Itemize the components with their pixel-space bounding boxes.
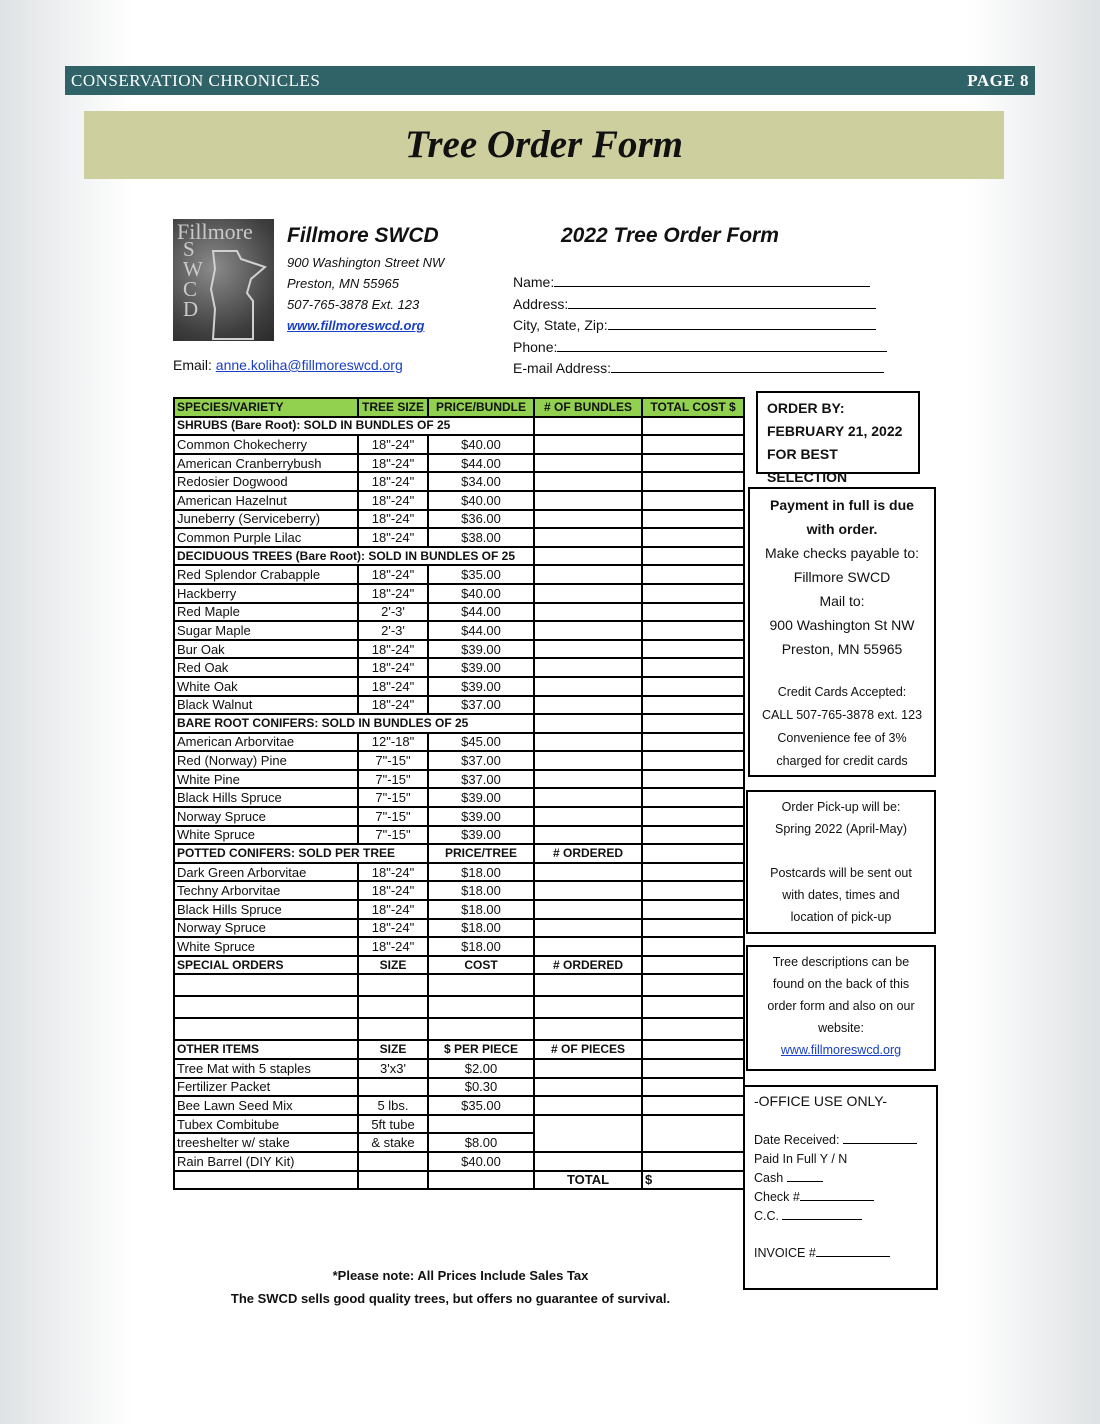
total-cell[interactable] [642, 937, 744, 956]
table-row [174, 621, 744, 640]
potted-price-header: PRICE/TREE [428, 844, 534, 863]
item-name: Techny Arborvitae [174, 881, 358, 900]
cash-field[interactable] [787, 1181, 823, 1182]
item-size: 12"-18" [358, 733, 428, 752]
date-received-field[interactable] [843, 1143, 917, 1144]
item-size: 3'x3' [358, 1059, 428, 1078]
item-price: $40.00 [428, 584, 534, 603]
item-price: $44.00 [428, 603, 534, 622]
total-cell[interactable] [642, 696, 744, 715]
quantity-cell[interactable] [534, 770, 642, 789]
quantity-cell[interactable] [534, 658, 642, 677]
item-name: Bur Oak [174, 640, 358, 659]
item-size: & stake [358, 1133, 428, 1152]
total-cell[interactable] [642, 751, 744, 770]
total-cell[interactable] [642, 491, 744, 510]
item-size: 18"-24" [358, 937, 428, 956]
item-size: 18"-24" [358, 696, 428, 715]
grand-total-field[interactable]: $ [642, 1171, 744, 1190]
item-size: 7"-15" [358, 751, 428, 770]
quantity-cell[interactable] [534, 454, 642, 473]
item-name: Tree Mat with 5 staples [174, 1059, 358, 1078]
quantity-cell[interactable] [534, 1152, 642, 1171]
email-label: Email: [173, 357, 212, 373]
org-city: Preston, MN 55965 [287, 276, 400, 291]
section-row [174, 1040, 744, 1059]
item-size: 18"-24" [358, 435, 428, 454]
total-cell[interactable] [642, 658, 744, 677]
total-cell[interactable] [642, 733, 744, 752]
phone-label: Phone: [513, 338, 558, 355]
section-row [174, 956, 744, 975]
conifers-rows [174, 733, 744, 845]
table-row [174, 919, 744, 938]
quantity-cell[interactable] [534, 528, 642, 547]
conifers-section-title: BARE ROOT CONIFERS: SOLD IN BUNDLES OF 25 [174, 714, 534, 733]
item-price: $40.00 [428, 491, 534, 510]
item-size: 18"-24" [358, 640, 428, 659]
col-price-bundle: PRICE/BUNDLE [428, 398, 534, 417]
item-name: Rain Barrel (DIY Kit) [174, 1152, 358, 1171]
descriptions-box: Tree descriptions can be found on the back of this order form and also on our website: www.fillmoreswcd.org [746, 945, 936, 1071]
quantity-cell[interactable] [534, 621, 642, 640]
item-price: $18.00 [428, 919, 534, 938]
total-cell[interactable] [642, 621, 744, 640]
shrubs-rows [174, 435, 744, 547]
office-use-box: -OFFICE USE ONLY- Date Received: Paid In Full Y / N Cash Check # C.C. INVOICE # [743, 1085, 938, 1290]
item-size: 18"-24" [358, 863, 428, 882]
total-cell[interactable] [642, 565, 744, 584]
special-order-row[interactable] [174, 996, 744, 1018]
item-price: $18.00 [428, 937, 534, 956]
item-name: Black Hills Spruce [174, 788, 358, 807]
item-name: Tubex Combitube [174, 1115, 358, 1134]
special-ordered-header: # ORDERED [534, 956, 642, 975]
item-size: 18"-24" [358, 919, 428, 938]
item-price: $34.00 [428, 472, 534, 491]
page-title: Tree Order Form [404, 123, 684, 166]
tax-note: *Please note: All Prices Include Sales Tax [332, 1268, 589, 1283]
total-cell[interactable] [642, 603, 744, 622]
item-size: 5ft tube [358, 1115, 428, 1134]
section-row [174, 547, 744, 566]
total-cell[interactable] [642, 1059, 744, 1078]
item-name: Red (Norway) Pine [174, 751, 358, 770]
total-cell[interactable] [642, 826, 744, 845]
table-row [174, 1096, 744, 1115]
pickup-box: Order Pick-up will be: Spring 2022 (April-May) Postcards will be sent out with dates, times and location of pick-up [746, 790, 936, 934]
item-size: 7"-15" [358, 807, 428, 826]
quantity-cell[interactable] [534, 826, 642, 845]
item-price: $39.00 [428, 807, 534, 826]
total-cell[interactable] [642, 1096, 744, 1115]
item-price: $44.00 [428, 454, 534, 473]
address-field[interactable] [568, 294, 876, 309]
order-by-box: ORDER BY: FEBRUARY 21, 2022 FOR BEST SELECTION [756, 391, 920, 474]
total-cell[interactable] [642, 1078, 744, 1097]
item-name: Black Hills Spruce [174, 900, 358, 919]
cc-field[interactable] [782, 1219, 862, 1220]
org-website-link[interactable]: www.fillmoreswcd.org [287, 318, 425, 333]
special-section-title: SPECIAL ORDERS [174, 956, 358, 975]
total-cell[interactable] [642, 807, 744, 826]
item-price: $40.00 [428, 1152, 534, 1171]
item-price: $18.00 [428, 863, 534, 882]
quantity-cell[interactable] [534, 919, 642, 938]
table-row [174, 733, 744, 752]
paid-in-full: Paid In Full Y / N [754, 1152, 848, 1166]
office-title: -OFFICE USE ONLY- [754, 1093, 888, 1109]
item-size: 2'-3' [358, 603, 428, 622]
logo-text: Fillmore [177, 219, 253, 244]
item-name: Bee Lawn Seed Mix [174, 1096, 358, 1115]
customer-fields [513, 272, 887, 380]
item-size: 7"-15" [358, 788, 428, 807]
guarantee-note: The SWCD sells good quality trees, but offers no guarantee of survival. [230, 1291, 671, 1306]
other-price-header: $ PER PIECE [428, 1040, 534, 1059]
item-price: $35.00 [428, 1096, 534, 1115]
item-name: Norway Spruce [174, 807, 358, 826]
item-size: 7"-15" [358, 770, 428, 789]
quantity-cell[interactable] [534, 510, 642, 529]
item-size: 2'-3' [358, 621, 428, 640]
item-name: White Oak [174, 677, 358, 696]
invoice-field[interactable] [816, 1256, 890, 1257]
quantity-cell[interactable] [534, 603, 642, 622]
quantity-cell[interactable] [534, 472, 642, 491]
table-header-row [174, 398, 744, 417]
item-size: 5 lbs. [358, 1096, 428, 1115]
item-name: Juneberry (Serviceberry) [174, 510, 358, 529]
quantity-cell[interactable] [534, 696, 642, 715]
item-name: White Pine [174, 770, 358, 789]
email-address-label: E-mail Address: [513, 360, 612, 376]
item-price: $37.00 [428, 770, 534, 789]
org-phone: 507-765-3878 Ext. 123 [287, 297, 420, 312]
name-field[interactable] [554, 272, 870, 287]
col-tree-size: TREE SIZE [358, 398, 428, 417]
item-price: $37.00 [428, 751, 534, 770]
deciduous-rows [174, 565, 744, 714]
total-cell[interactable] [642, 510, 744, 529]
org-address [287, 252, 444, 336]
item-name: Dark Green Arborvitae [174, 863, 358, 882]
item-price: $39.00 [428, 826, 534, 845]
item-price: $37.00 [428, 696, 534, 715]
total-cell[interactable] [642, 1115, 744, 1152]
table-row [174, 696, 744, 715]
quantity-cell[interactable] [534, 1096, 642, 1115]
item-name: Red Splendor Crabapple [174, 565, 358, 584]
item-price: $39.00 [428, 788, 534, 807]
item-price: $38.00 [428, 528, 534, 547]
total-cell[interactable] [642, 677, 744, 696]
name-label: Name: [513, 274, 555, 290]
total-cell[interactable] [642, 863, 744, 882]
item-size [358, 1078, 428, 1097]
table-row [174, 1152, 744, 1171]
form-title: 2022 Tree Order Form [561, 224, 779, 247]
quantity-cell[interactable] [534, 1115, 642, 1152]
col-species: SPECIES/VARIETY [174, 398, 358, 417]
item-size: 7"-15" [358, 826, 428, 845]
item-size: 18"-24" [358, 472, 428, 491]
item-name: Redosier Dogwood [174, 472, 358, 491]
publication-name: CONSERVATION CHRONICLES [71, 71, 321, 90]
item-name: Red Maple [174, 603, 358, 622]
quantity-cell[interactable] [534, 1059, 642, 1078]
item-name: American Arborvitae [174, 733, 358, 752]
potted-section-title: POTTED CONIFERS: SOLD PER TREE [174, 844, 428, 863]
col-total-cost: TOTAL COST $ [642, 398, 744, 417]
other-rows [174, 1059, 744, 1115]
total-cell[interactable] [642, 881, 744, 900]
table-row [174, 677, 744, 696]
city-field[interactable] [608, 315, 876, 330]
item-price: $40.00 [428, 435, 534, 454]
table-row [174, 584, 744, 603]
item-name: Black Walnut [174, 696, 358, 715]
order-table [173, 397, 745, 1190]
table-row [174, 881, 744, 900]
table-row [174, 788, 744, 807]
table-row [174, 826, 744, 845]
table-row [174, 751, 744, 770]
phone-field[interactable] [557, 337, 887, 352]
org-name: Fillmore SWCD [287, 224, 439, 247]
section-row [174, 844, 744, 863]
total-cell[interactable] [642, 788, 744, 807]
item-name: Common Chokecherry [174, 435, 358, 454]
item-name: Fertilizer Packet [174, 1078, 358, 1097]
city-label: City, State, Zip: [513, 317, 608, 333]
quantity-cell[interactable] [534, 677, 642, 696]
item-name: treeshelter w/ stake [174, 1133, 358, 1152]
item-price: $39.00 [428, 677, 534, 696]
item-price: $18.00 [428, 881, 534, 900]
table-row [174, 491, 744, 510]
address-label: Address: [513, 295, 569, 312]
total-cell[interactable] [642, 640, 744, 659]
table-row [174, 900, 744, 919]
shrubs-section-title: SHRUBS (Bare Root): SOLD IN BUNDLES OF 25 [174, 417, 534, 436]
table-row [174, 510, 744, 529]
table-row [174, 770, 744, 789]
quantity-cell[interactable] [534, 565, 642, 584]
col-bundles: # OF BUNDLES [534, 398, 642, 417]
total-row [174, 1171, 744, 1190]
quantity-cell[interactable] [534, 491, 642, 510]
quantity-cell[interactable] [534, 937, 642, 956]
total-cell[interactable] [642, 584, 744, 603]
item-size: 18"-24" [358, 510, 428, 529]
item-price: $39.00 [428, 640, 534, 659]
table-row [174, 472, 744, 491]
table-row [174, 435, 744, 454]
payment-box: Payment in full is due with order. Make checks payable to: Fillmore SWCD Mail to: 900 Washington St NW Preston, MN 55965 Credit Cards Accepted: CALL 507-765-3878 ext. 123 Convenience fee of 3% charged for credit cards [748, 487, 936, 777]
item-price: $44.00 [428, 621, 534, 640]
page-number: PAGE 8 [967, 71, 1029, 90]
total-cell[interactable] [642, 900, 744, 919]
table-row [174, 528, 744, 547]
item-size: 18"-24" [358, 454, 428, 473]
table-row [174, 603, 744, 622]
total-cell[interactable] [642, 454, 744, 473]
item-price: $36.00 [428, 510, 534, 529]
item-size: 18"-24" [358, 900, 428, 919]
total-cell[interactable] [642, 770, 744, 789]
total-cell[interactable] [642, 528, 744, 547]
total-cell[interactable] [642, 472, 744, 491]
table-row [174, 863, 744, 882]
swcd-logo [173, 219, 274, 341]
table-row [174, 658, 744, 677]
quantity-cell[interactable] [534, 807, 642, 826]
email-link[interactable]: anne.koliha@fillmoreswcd.org [215, 357, 403, 373]
item-name: American Cranberrybush [174, 454, 358, 473]
table-row [174, 1078, 744, 1097]
potted-ordered-header: # ORDERED [534, 844, 642, 863]
item-name: Common Purple Lilac [174, 528, 358, 547]
table-row [174, 1115, 744, 1134]
item-price: $2.00 [428, 1059, 534, 1078]
table-row [174, 937, 744, 956]
quantity-cell[interactable] [534, 881, 642, 900]
quantity-cell[interactable] [534, 733, 642, 752]
quantity-cell[interactable] [534, 640, 642, 659]
quantity-cell[interactable] [534, 788, 642, 807]
item-name: Sugar Maple [174, 621, 358, 640]
item-size: 18"-24" [358, 565, 428, 584]
item-price: $35.00 [428, 565, 534, 584]
other-size-header: SIZE [358, 1040, 428, 1059]
quantity-cell[interactable] [534, 751, 642, 770]
table-row [174, 565, 744, 584]
order-deadline: FEBRUARY 21, 2022 [767, 423, 903, 439]
total-label: TOTAL [534, 1171, 642, 1190]
item-size: 18"-24" [358, 528, 428, 547]
item-name: American Hazelnut [174, 491, 358, 510]
quantity-cell[interactable] [534, 435, 642, 454]
potted-rows [174, 863, 744, 956]
item-name: Norway Spruce [174, 919, 358, 938]
section-row [174, 714, 744, 733]
item-price: $0.30 [428, 1078, 534, 1097]
item-price: $39.00 [428, 658, 534, 677]
item-size: 18"-24" [358, 881, 428, 900]
title-banner [84, 111, 1004, 179]
item-name: White Spruce [174, 826, 358, 845]
item-price: $45.00 [428, 733, 534, 752]
quantity-cell[interactable] [534, 863, 642, 882]
table-row [174, 640, 744, 659]
item-price: $18.00 [428, 900, 534, 919]
item-size: 18"-24" [358, 677, 428, 696]
total-cell[interactable] [642, 1152, 744, 1171]
special-order-row[interactable] [174, 974, 744, 996]
total-cell[interactable] [642, 435, 744, 454]
minnesota-map-icon [207, 249, 269, 341]
special-size-header: SIZE [358, 956, 428, 975]
deciduous-section-title: DECIDUOUS TREES (Bare Root): SOLD IN BUNDLES OF 25 [174, 547, 534, 566]
website-link[interactable]: www.fillmoreswcd.org [780, 1043, 902, 1057]
logo-letters: S W C D [183, 237, 203, 321]
item-name: Hackberry [174, 584, 358, 603]
table-row [174, 807, 744, 826]
item-name: White Spruce [174, 937, 358, 956]
org-street: 900 Washington Street NW [287, 255, 445, 270]
other-pieces-header: # OF PIECES [534, 1040, 642, 1059]
item-size [358, 1152, 428, 1171]
special-cost-header: COST [428, 956, 534, 975]
email-line [173, 357, 403, 373]
table-row [174, 454, 744, 473]
other-section-title: OTHER ITEMS [174, 1040, 358, 1059]
section-row [174, 417, 744, 436]
item-name: Red Oak [174, 658, 358, 677]
email-address-field[interactable] [611, 358, 884, 373]
item-size: 18"-24" [358, 658, 428, 677]
item-price: $8.00 [428, 1133, 534, 1152]
newsletter-header [65, 66, 1035, 95]
quantity-cell[interactable] [534, 1078, 642, 1097]
special-order-row[interactable] [174, 1018, 744, 1040]
check-field[interactable] [800, 1200, 874, 1201]
item-size: 18"-24" [358, 584, 428, 603]
table-row [174, 1059, 744, 1078]
quantity-cell[interactable] [534, 900, 642, 919]
item-size: 18"-24" [358, 491, 428, 510]
footer-notes [173, 1264, 728, 1310]
total-cell[interactable] [642, 919, 744, 938]
quantity-cell[interactable] [534, 584, 642, 603]
